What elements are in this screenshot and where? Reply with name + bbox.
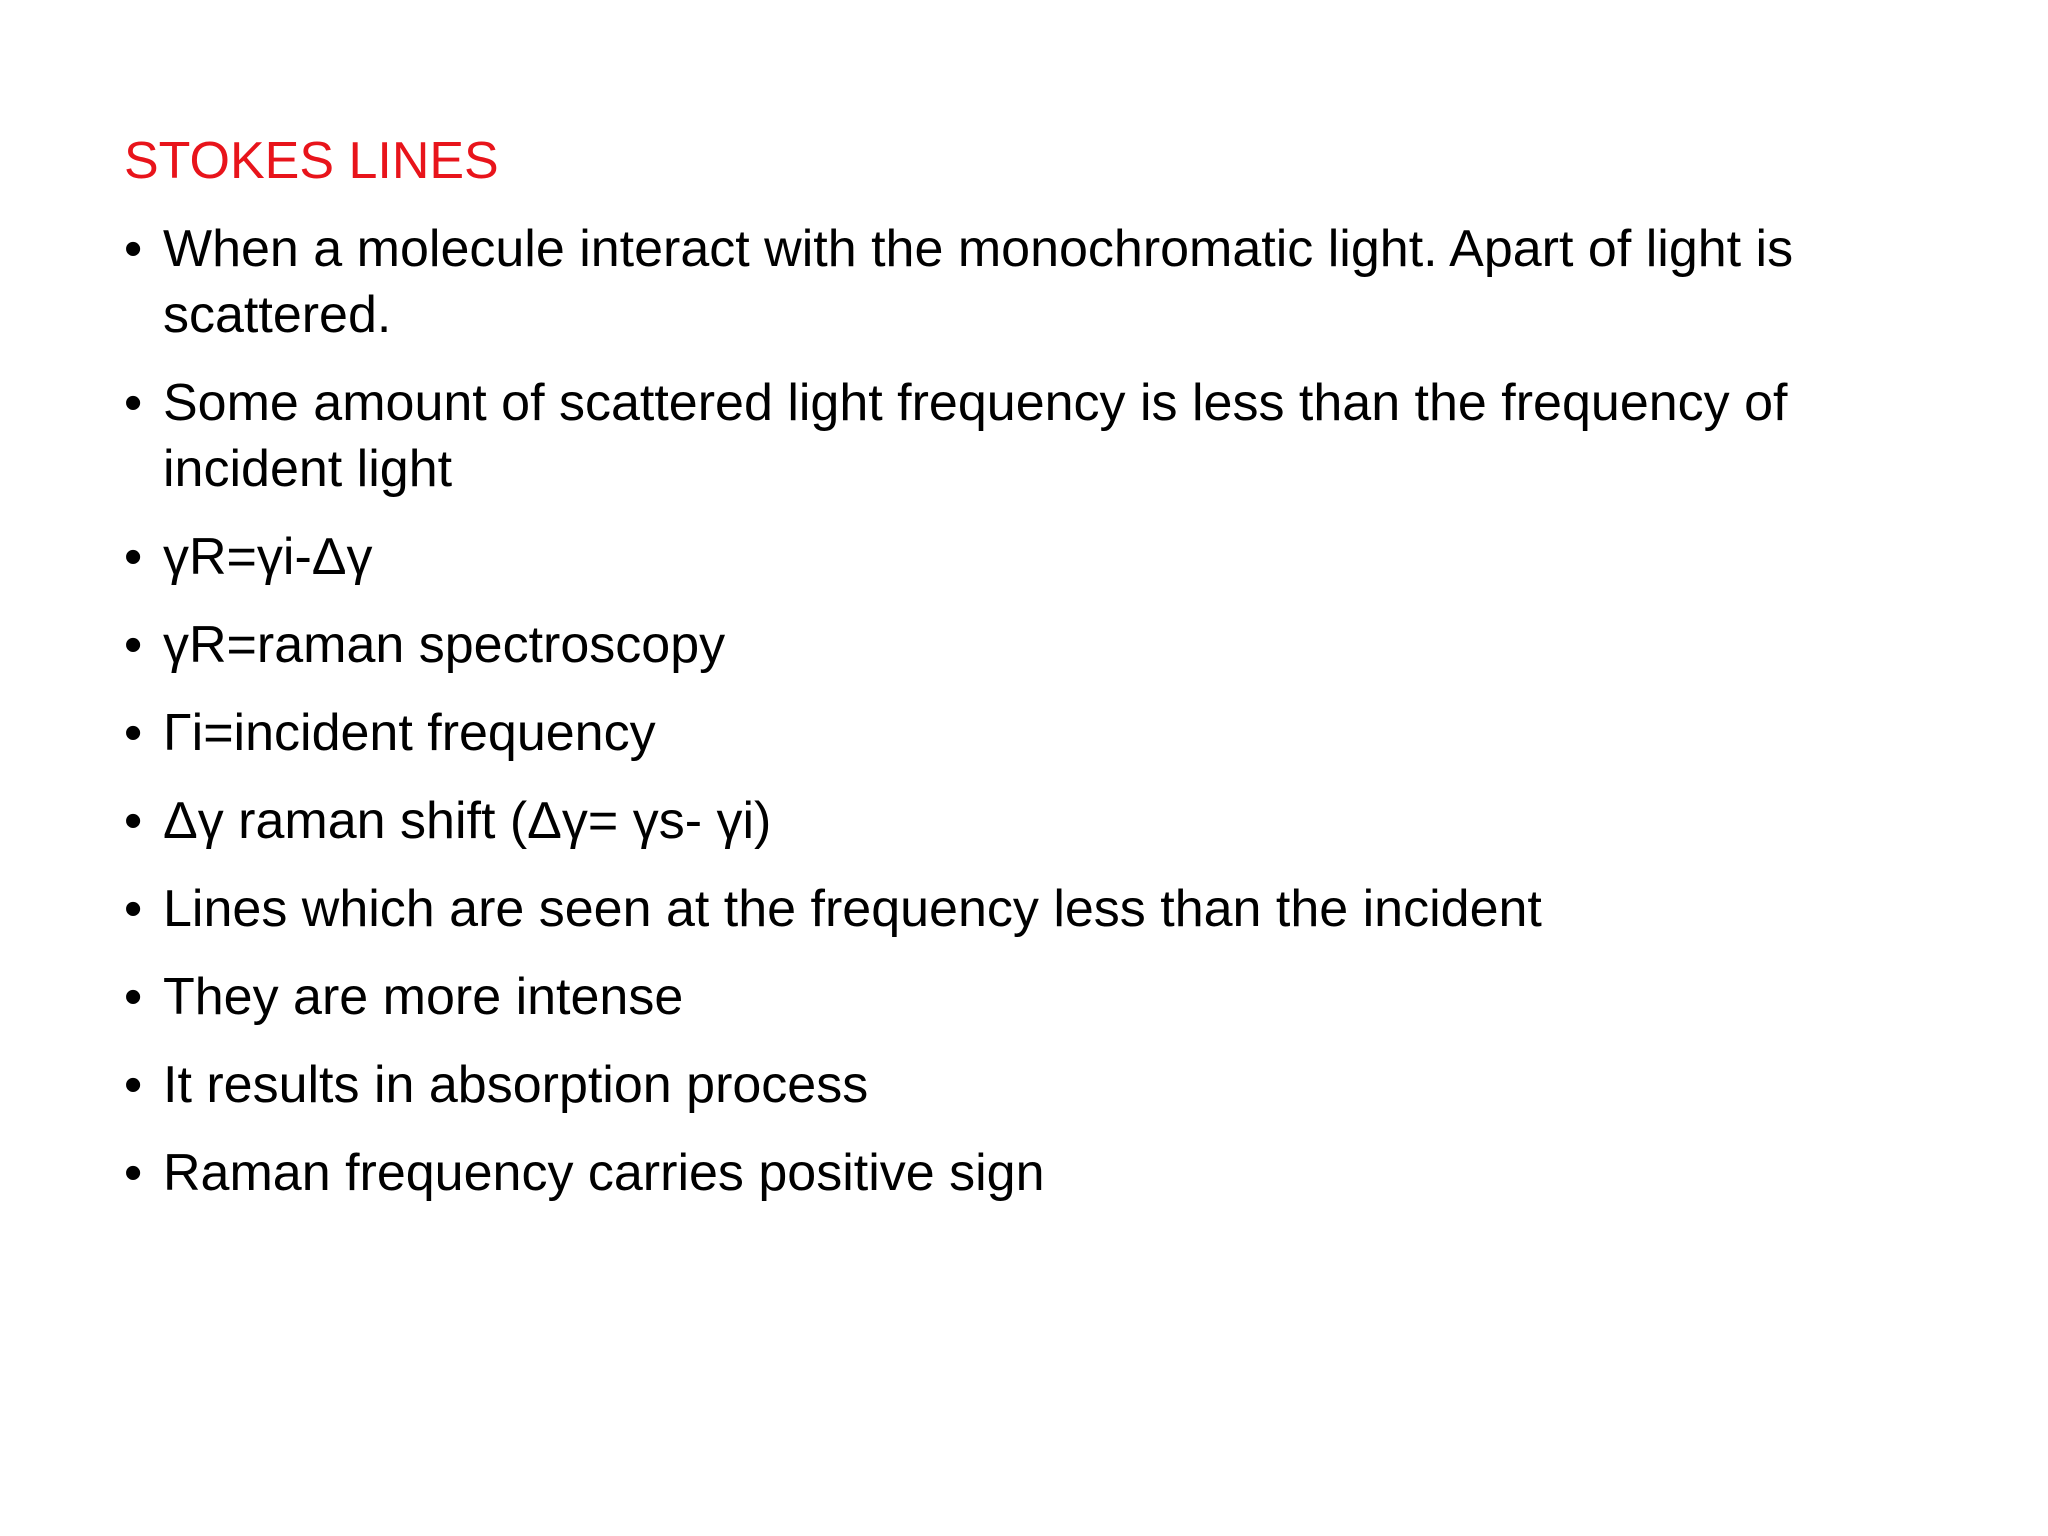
bullet-dot-icon: • [124, 792, 143, 850]
bullet-dot-icon: • [124, 880, 143, 938]
list-item [124, 612, 1964, 678]
bullet-dot-icon: • [124, 220, 143, 278]
bullet-dot-icon: • [124, 1144, 143, 1202]
bullet-dot-icon: • [124, 374, 143, 432]
list-item [124, 964, 1964, 1030]
bullet-text: Δγ raman shift (Δγ= γs- γi) [163, 792, 772, 850]
bullet-text: They are more intense [163, 968, 684, 1026]
bullet-dot-icon: • [124, 1056, 143, 1114]
list-item [124, 216, 1964, 348]
list-item [124, 370, 1964, 502]
bullet-text: Raman frequency carries positive sign [163, 1144, 1045, 1202]
bullet-text: When a molecule interact with the monochromatic light. Apart of light is scattered. [163, 220, 1794, 344]
bullet-text: Lines which are seen at the frequency less than the incident [163, 880, 1542, 938]
bullet-dot-icon: • [124, 528, 143, 586]
bullet-dot-icon: • [124, 704, 143, 762]
bullet-text: Γi=incident frequency [163, 704, 656, 762]
bullet-text: Some amount of scattered light frequency is less than the frequency of incident light [163, 374, 1788, 498]
list-item [124, 1140, 1964, 1206]
bullet-dot-icon: • [124, 968, 143, 1026]
slide-title: STOKES LINES [124, 132, 499, 190]
list-item [124, 876, 1964, 942]
list-item [124, 788, 1964, 854]
list-item [124, 700, 1964, 766]
bullet-dot-icon: • [124, 616, 143, 674]
list-item [124, 524, 1964, 590]
list-item [124, 1052, 1964, 1118]
bullet-text: γR=raman spectroscopy [163, 616, 726, 674]
bullet-text: It results in absorption process [163, 1056, 869, 1114]
bullet-list [124, 216, 1964, 1228]
bullet-text: γR=γi-Δγ [163, 528, 373, 586]
